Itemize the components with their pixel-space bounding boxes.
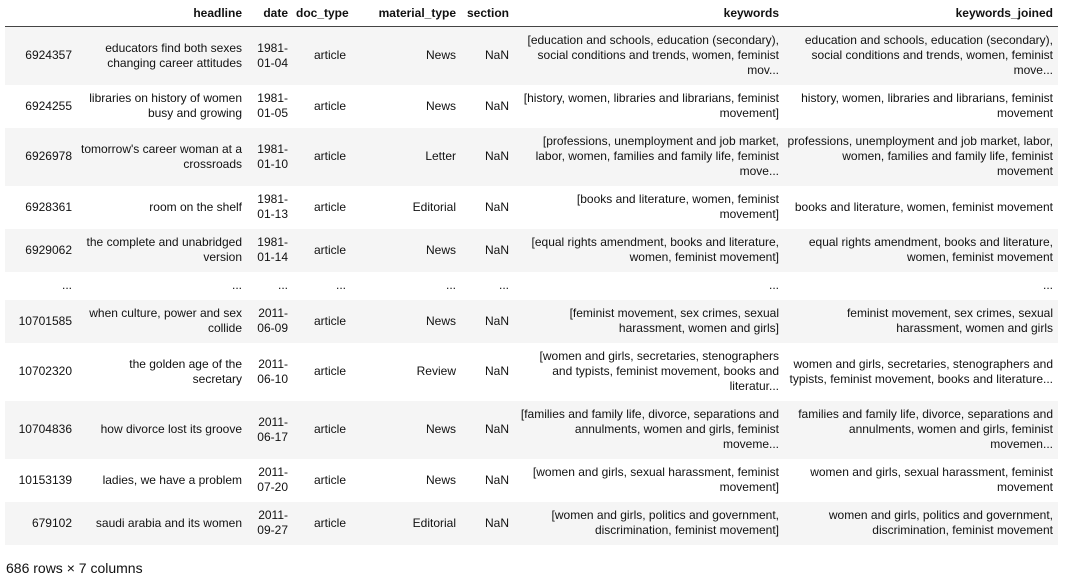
table-row xyxy=(5,300,1058,343)
cell-date: 1981-01-05 xyxy=(257,91,288,120)
cell-section: NaN xyxy=(484,149,509,163)
cell-section: NaN xyxy=(484,472,509,487)
cell-headline: libraries on history of women busy and growing xyxy=(89,91,242,120)
table-row xyxy=(5,401,1058,459)
cell-keywords-joined: professions, unemployment and job market, labor, women, families and family life, feminist movement xyxy=(787,134,1053,178)
cell-keywords: ... xyxy=(768,278,779,292)
table-row xyxy=(5,27,1058,85)
cell-keywords-joined: women and girls, politics and government, discrimination, feminist movement xyxy=(828,508,1053,537)
header-keywords: keywords xyxy=(514,1,784,27)
cell-material-type: News xyxy=(425,472,456,487)
cell-headline: educators find both sexes changing career attitudes xyxy=(105,40,242,70)
cell-section: NaN xyxy=(484,98,509,113)
header-doc-type: doc_type xyxy=(293,1,351,27)
cell-date: 1981-01-14 xyxy=(257,235,288,264)
cell-doc-type: article xyxy=(313,199,346,214)
cell-headline: saudi arabia and its women xyxy=(95,515,242,530)
cell-material-type: News xyxy=(425,313,456,328)
table-row xyxy=(5,229,1058,272)
cell-date: 2011-06-10 xyxy=(257,356,288,386)
cell-keywords: [history, women, libraries and librarians, feminist movement] xyxy=(523,91,779,120)
table-row xyxy=(5,502,1058,545)
cell-keywords-joined: history, women, libraries and librarians, feminist movement xyxy=(801,91,1053,120)
cell-doc-type: article xyxy=(313,98,346,113)
cell-doc-type: article xyxy=(313,242,346,257)
cell-keywords-joined: women and girls, sexual harassment, feminist movement xyxy=(810,465,1053,494)
header-index xyxy=(5,1,77,27)
cell-material-type: Review xyxy=(416,364,456,378)
row-index: ... xyxy=(61,278,72,292)
cell-date: 2011-06-17 xyxy=(257,414,288,444)
cell-date: 2011-07-20 xyxy=(257,465,288,494)
cell-material-type: News xyxy=(425,48,456,63)
cell-material-type: News xyxy=(425,98,456,113)
cell-keywords: [families and family life, divorce, separations and annulments, women and girls, feminist moveme... xyxy=(520,407,779,451)
cell-keywords: [women and girls, politics and government, discrimination, feminist movement] xyxy=(551,508,779,537)
cell-keywords: [education and schools, education (secondary), social conditions and trends, women, feminist mov... xyxy=(527,33,779,78)
cell-doc-type: article xyxy=(313,313,346,328)
row-index: 6924255 xyxy=(25,98,72,113)
header-headline: headline xyxy=(77,1,247,27)
table-header xyxy=(5,1,1058,27)
cell-keywords-joined: women and girls, secretaries, stenographers and typists, feminist movement, books and literature... xyxy=(789,356,1053,386)
cell-doc-type: article xyxy=(313,149,346,163)
row-index: 6929062 xyxy=(25,242,72,257)
dataframe-table xyxy=(5,1,1058,545)
cell-section: ... xyxy=(498,278,509,292)
row-index: 6924357 xyxy=(25,48,72,63)
table-row xyxy=(5,343,1058,401)
cell-date: 2011-06-09 xyxy=(257,306,288,335)
dataframe-shape-footer: 686 rows × 7 columns xyxy=(6,560,143,576)
header-material-type: material_type xyxy=(351,1,461,27)
cell-keywords: [feminist movement, sex crimes, sexual harassment, women and girls] xyxy=(569,306,779,335)
header-row xyxy=(5,1,1058,27)
cell-keywords: [women and girls, secretaries, stenographers and typists, feminist movement, books and literatur... xyxy=(539,349,779,393)
cell-headline: the golden age of the secretary xyxy=(129,356,242,386)
row-index: 6926978 xyxy=(25,149,72,163)
cell-material-type: Letter xyxy=(425,149,456,163)
cell-material-type: Editorial xyxy=(412,515,456,530)
table-body xyxy=(5,27,1058,545)
cell-headline: ... xyxy=(231,278,242,292)
cell-keywords: [books and literature, women, feminist movement] xyxy=(576,192,779,221)
cell-section: NaN xyxy=(484,242,509,257)
header-keywords-joined: keywords_joined xyxy=(784,1,1058,27)
cell-material-type: Editorial xyxy=(412,199,456,214)
cell-section: NaN xyxy=(484,515,509,530)
row-index: 10153139 xyxy=(18,472,72,487)
cell-headline: when culture, power and sex collide xyxy=(89,306,242,335)
cell-date: ... xyxy=(277,278,288,292)
cell-keywords-joined: books and literature, women, feminist movement xyxy=(794,199,1053,214)
row-index: 10702320 xyxy=(18,364,72,378)
table-row xyxy=(5,85,1058,128)
cell-section: NaN xyxy=(484,313,509,328)
cell-keywords: [professions, unemployment and job market, labor, women, families and family life, feminist move... xyxy=(535,134,779,178)
cell-date: 1981-01-10 xyxy=(257,141,288,171)
cell-doc-type: article xyxy=(313,422,346,436)
cell-date: 2011-09-27 xyxy=(257,508,288,537)
cell-keywords-joined: families and family life, divorce, separations and annulments, women and girls, feminist movemen... xyxy=(798,407,1053,451)
header-date: date xyxy=(247,1,293,27)
row-index: 10701585 xyxy=(18,313,72,328)
cell-section: NaN xyxy=(484,199,509,214)
cell-section: NaN xyxy=(484,364,509,378)
table-row xyxy=(5,459,1058,502)
cell-date: 1981-01-13 xyxy=(257,192,288,221)
cell-keywords-joined: feminist movement, sex crimes, sexual harassment, women and girls xyxy=(846,306,1053,335)
cell-date: 1981-01-04 xyxy=(257,40,288,70)
cell-doc-type: article xyxy=(313,515,346,530)
cell-keywords: [equal rights amendment, books and literature, women, feminist movement] xyxy=(531,235,779,264)
cell-keywords-joined: ... xyxy=(1042,278,1053,292)
cell-doc-type: article xyxy=(313,364,346,378)
row-index: 679102 xyxy=(31,515,72,530)
cell-doc-type: article xyxy=(313,472,346,487)
cell-doc-type: ... xyxy=(335,278,346,292)
cell-headline: ladies, we have a problem xyxy=(102,472,242,487)
cell-section: NaN xyxy=(484,422,509,436)
ellipsis-row xyxy=(5,272,1058,300)
cell-material-type: News xyxy=(425,242,456,257)
row-index: 10704836 xyxy=(18,422,72,436)
row-index: 6928361 xyxy=(25,199,72,214)
cell-headline: room on the shelf xyxy=(149,199,242,214)
cell-headline: the complete and unabridged version xyxy=(86,235,242,264)
table-row xyxy=(5,186,1058,229)
cell-material-type: News xyxy=(425,422,456,436)
cell-headline: how divorce lost its groove xyxy=(100,422,242,436)
cell-headline: tomorrow's career woman at a crossroads xyxy=(80,141,242,171)
cell-doc-type: article xyxy=(313,48,346,63)
cell-keywords: [women and girls, sexual harassment, feminist movement] xyxy=(532,465,779,494)
header-section: section xyxy=(461,1,514,27)
cell-keywords-joined: equal rights amendment, books and literature, women, feminist movement xyxy=(808,235,1053,264)
cell-keywords-joined: education and schools, education (secondary), social conditions and trends, women, feminist move... xyxy=(804,33,1053,78)
cell-section: NaN xyxy=(484,48,509,63)
cell-material-type: ... xyxy=(445,278,456,292)
table-row xyxy=(5,128,1058,186)
